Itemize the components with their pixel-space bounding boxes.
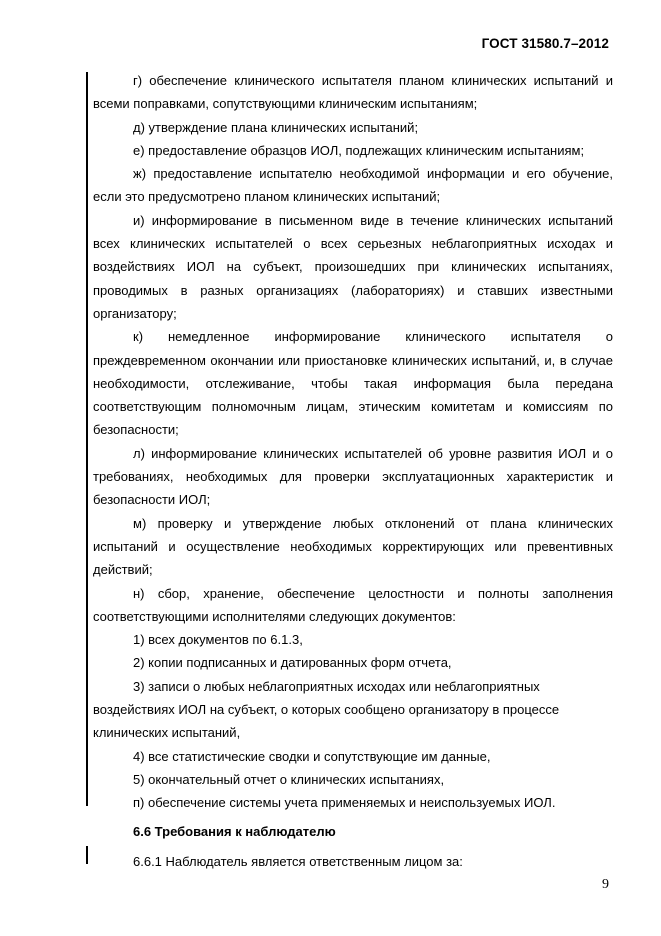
section-paragraph: 6.6.1 Наблюдатель является ответственным лицом за: [133, 853, 463, 869]
list-item-g: г) обеспечение клинического испытателя планом клинических испытаний и всеми поправками, сопутствующими клиническим испытаниям; [93, 73, 613, 112]
change-bar-section [86, 846, 88, 864]
section-heading: 6.6 Требования к наблюдателю [133, 823, 336, 839]
change-bar-main [86, 72, 88, 806]
list-item-e: е) предоставление образцов ИОЛ, подлежащих клиническим испытаниям; [133, 142, 585, 158]
list-item-m: м) проверку и утверждение любых отклонений от плана клинических испытаний и осуществление необходимых корректирующих или превентивных действий; [93, 515, 613, 578]
list-item-n: н) сбор, хранение, обеспечение целостности и полноты заполнения соответствующими исполнителями следующих документов: [93, 585, 613, 624]
subitem-4: 4) все статистические сводки и сопутствующие им данные, [133, 748, 491, 764]
list-item-p: п) обеспечение системы учета применяемых и неиспользуемых ИОЛ. [133, 795, 556, 811]
subitem-2: 2) копии подписанных и датированных форм отчета, [133, 655, 452, 671]
list-item-i: и) информирование в письменном виде в течение клинических испытаний всех клинических испытателей о всех серьезных неблагоприятных исходах и воздействиях ИОЛ на субъект, произошедших при клинических испытаниях, проводимых в разных организациях (лабораториях) и ставших известными организатору; [93, 212, 613, 321]
list-item-k: к) немедленное информирование клинического испытателя о преждевременном окончании или приостановке клинических испытаний, и, в случае необходимости, отслеживание, чтобы такая информация была передана соответствующим полномочным лицам, этическим комитетам и комиссиям по безопасности; [93, 329, 613, 438]
page-number: 9 [602, 877, 609, 892]
subitem-5: 5) окончательный отчет о клинических испытаниях, [133, 771, 445, 787]
subitem-1: 1) всех документов по 6.1.3, [133, 632, 303, 648]
subitem-3: 3) записи о любых неблагоприятных исходах или неблагоприятных воздействиях ИОЛ на субъект, о которых сообщено организатору в процессе клинических испытаний, [93, 678, 560, 741]
document-header-code: ГОСТ 31580.7–2012 [481, 36, 609, 51]
list-item-d: д) утверждение плана клинических испытаний; [133, 119, 419, 135]
list-item-l: л) информирование клинических испытателей об уровне развития ИОЛ и о требованиях, необходимых для проверки эксплуатационных характеристик и безопасности ИОЛ; [93, 445, 613, 508]
list-item-zh: ж) предоставление испытателю необходимой информации и его обучение, если это предусмотрено планом клинических испытаний; [93, 166, 613, 205]
document-body [93, 69, 613, 873]
